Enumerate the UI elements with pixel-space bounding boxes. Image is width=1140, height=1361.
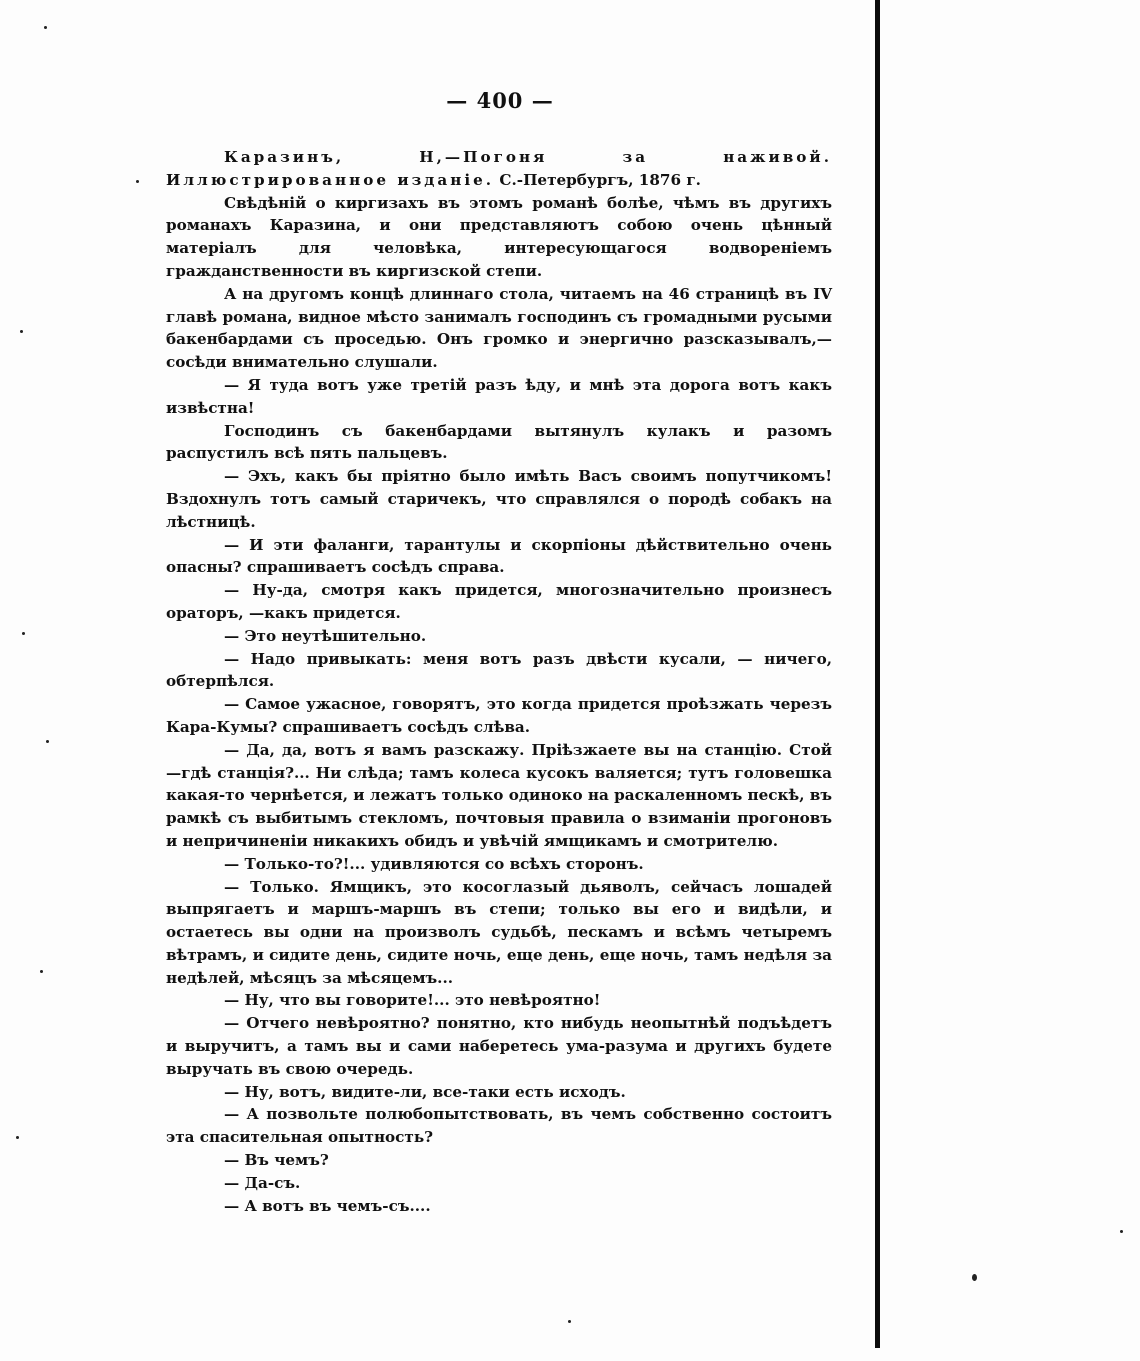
citation-title: Погоня за наживой. Иллюстрированное изданіе. — [166, 148, 832, 189]
dialogue-line: — Надо привыкать: меня вотъ разъ двѣсти кусали, — ничего, обтерпѣлся. — [166, 649, 832, 691]
scan-speck — [40, 970, 43, 973]
citation-paragraph — [166, 146, 832, 192]
scan-speck — [1120, 1230, 1123, 1233]
dialogue-line: — Отчего невѣроятно? понятно, кто нибудь неопытнѣй подъѣдетъ и выручитъ, а тамъ вы и сами наберетесь ума-разума и другихъ будете выручать въ свою очередь. — [166, 1014, 832, 1078]
scan-speck — [22, 632, 25, 635]
dialogue-line: — Ну, вотъ, видите-ли, все-таки есть исходъ. — [224, 1082, 626, 1101]
dialogue-line: — Только-то?!... удивляются со всѣхъ сторонъ. — [224, 854, 644, 873]
dialogue-line: — Это неутѣшительно. — [224, 626, 427, 645]
citation-place-year: С.-Петербургъ, 1876 г. — [499, 170, 701, 189]
paragraph: А на другомъ концѣ длиннаго стола, читаемъ на 46 страницѣ въ IV главѣ романа, видное мѣсто занималъ господинъ съ громадными русыми бакенбардами съ проседью. Онъ громко и энергично разсказывалъ,— сосѣди внимательно слушали. — [166, 284, 832, 372]
dialogue-line: — Самое ужасное, говорятъ, это когда придется проѣзжать черезъ Кара-Кумы? спрашиваетъ сосѣдъ слѣва. — [166, 695, 832, 736]
scan-speck — [972, 1274, 977, 1281]
scan-speck — [16, 1136, 19, 1139]
paragraph: Свѣдѣній о киргизахъ въ этомъ романѣ болѣе, чѣмъ въ другихъ романахъ Каразина, и они представляютъ собою очень цѣнный матеріалъ для человѣка, интересующагося водвореніемъ гражданственности въ киргизской степи. — [166, 193, 832, 280]
dialogue-line: — Ну-да, смотря какъ придется, многозначительно произнесъ ораторъ, —какъ придется. — [166, 581, 832, 622]
citation-author: Каразинъ, Н,— — [224, 148, 464, 166]
dialogue-line: — А позвольте полюбопытствовать, въ чемъ собственно состоитъ эта спасительная опытность? — [166, 1105, 832, 1147]
page-number: — 400 — — [446, 88, 554, 113]
scan-speck — [568, 1320, 571, 1323]
dialogue-line: — И эти фаланги, тарантулы и скорпіоны дѣйствительно очень опасны? спрашиваетъ сосѣдъ справа. — [166, 535, 832, 577]
paragraph: Господинъ съ бакенбардами вытянулъ кулакъ и разомъ распустилъ всѣ пять пальцевъ. — [166, 421, 832, 463]
scan-speck — [20, 330, 23, 333]
scan-speck — [136, 180, 139, 183]
page-text — [166, 146, 832, 1217]
dialogue-line: — Да-съ. — [224, 1173, 301, 1192]
dialogue-line: — Да, да, вотъ я вамъ разскажу. Пріѣзжаете вы на станцію. Стой —гдѣ станція?... Ни слѣда; тамъ колеса кусокъ валяется; тутъ головешка какая-то чернѣется, и лежатъ только одиноко на раскаленномъ пескѣ, въ рамкѣ съ выбитымъ стекломъ, почтовыя правила о взиманіи прогоновъ и непричиненіи никакихъ обидъ и увѣчій ямщикамъ и смотрителю. — [166, 740, 832, 850]
dialogue-line: — Эхъ, какъ бы пріятно было имѣть Васъ своимъ попутчикомъ! Вздохнулъ тотъ самый старичекъ, что справлялся о породѣ собакъ на лѣстницѣ. — [166, 467, 832, 531]
dialogue-line: — Въ чемъ? — [224, 1151, 329, 1170]
dialogue-line: — Ну, что вы говорите!... это невѣроятно! — [224, 991, 601, 1010]
scan-speck — [46, 740, 49, 743]
dialogue-line: — А вотъ въ чемъ-съ.... — [224, 1196, 431, 1215]
binding-edge-line — [875, 0, 880, 1348]
scan-speck — [44, 26, 47, 29]
dialogue-line: — Только. Ямщикъ, это косоглазый дьяволъ, сейчасъ лошадей выпрягаетъ и маршъ-маршъ въ степи; только вы его и видѣли, и остаетесь вы одни на произволъ судьбѣ, пескамъ и всѣмъ четыремъ вѣтрамъ, и сидите день, сидите ночь, еще день, еще ночь, тамъ недѣля за недѣлей, мѣсяцъ за мѣсяцемъ... — [166, 877, 832, 987]
dialogue-line: — Я туда вотъ уже третій разъ ѣду, и мнѣ эта дорога вотъ какъ извѣстна! — [166, 375, 832, 417]
